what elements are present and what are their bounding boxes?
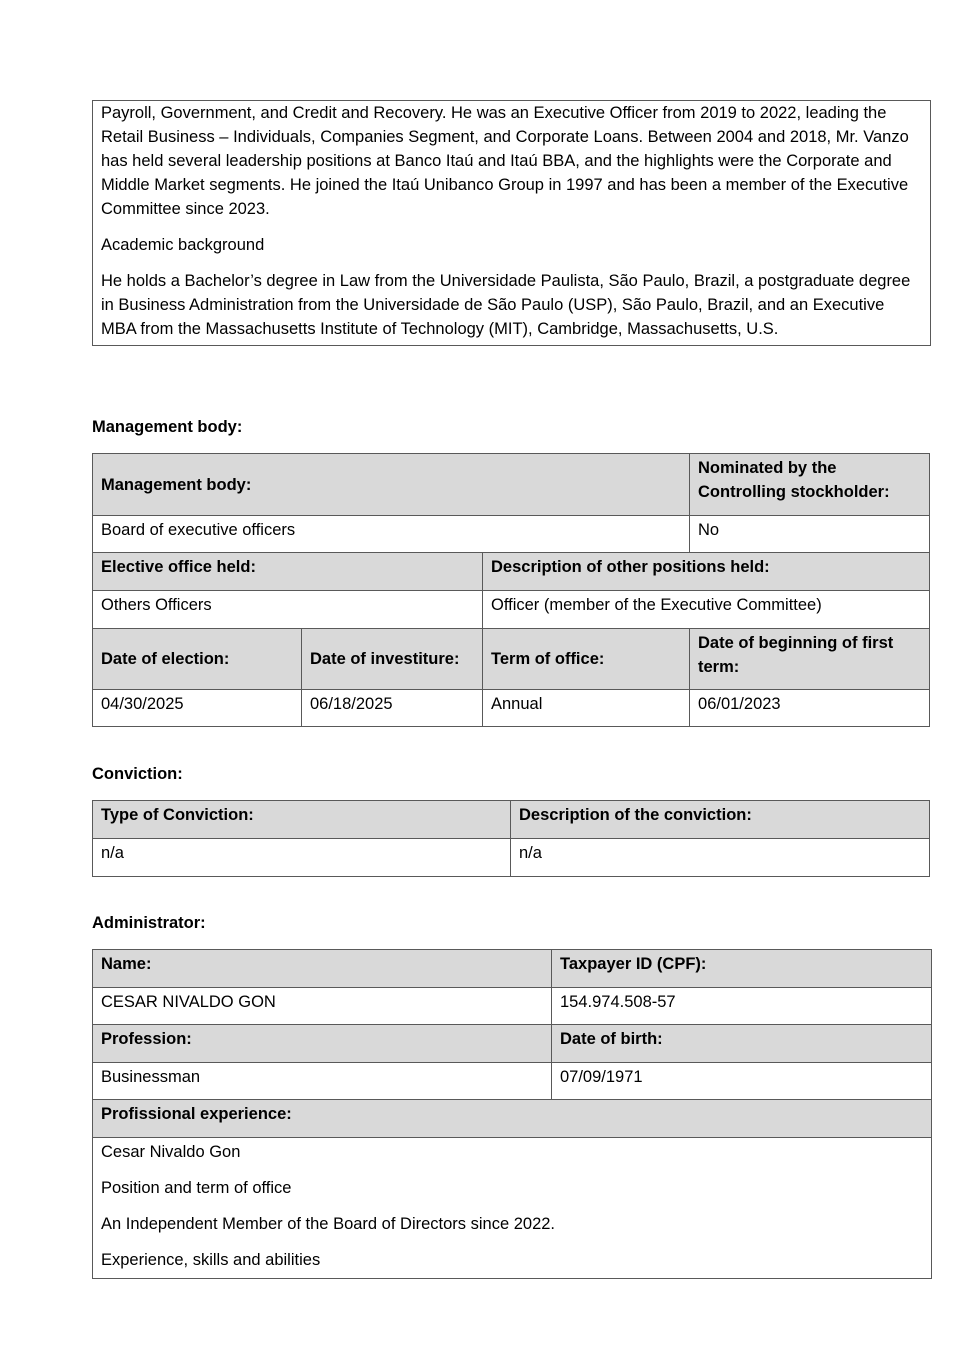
table-row	[93, 454, 930, 516]
name-value: CESAR NIVALDO GON	[93, 988, 552, 1025]
table-row	[93, 553, 930, 591]
administrator-heading: Administrator:	[92, 914, 206, 932]
name-label: Name:	[93, 950, 552, 988]
experience-line: Position and term of office	[101, 1179, 292, 1197]
professional-experience-content	[93, 1138, 932, 1279]
first-term-label: Date of beginning of first term:	[690, 629, 930, 690]
birth-date-value: 07/09/1971	[552, 1063, 932, 1100]
education-paragraph: He holds a Bachelor’s degree in Law from the Universidade Paulista, São Paulo, Brazil, a postgraduate degree in Business Administration from the Universidade de São Paulo (USP), São Paulo, Brazil, and an Executive MBA from the Massachusetts Institute of Technology (MIT), Cambridge, Massachusetts, U.S.	[101, 272, 911, 338]
table-row	[93, 629, 930, 690]
term-of-office-label: Term of office:	[483, 629, 690, 690]
administrator-table	[92, 949, 932, 1279]
experience-line: Experience, skills and abilities	[101, 1251, 321, 1269]
elective-office-label: Elective office held:	[93, 553, 483, 591]
other-positions-value: Officer (member of the Executive Committee)	[483, 591, 930, 629]
conviction-type-label: Type of Conviction:	[93, 801, 511, 839]
term-of-office-value: Annual	[483, 690, 690, 727]
conviction-type-value: n/a	[93, 839, 511, 877]
nominated-value: No	[690, 516, 930, 553]
management-body-heading: Management body:	[92, 418, 243, 436]
table-row	[93, 1138, 932, 1279]
table-row	[93, 591, 930, 629]
election-date-value: 04/30/2025	[93, 690, 302, 727]
experience-line: An Independent Member of the Board of Directors since 2022.	[101, 1215, 556, 1233]
taxpayer-id-label: Taxpayer ID (CPF):	[552, 950, 932, 988]
table-row	[93, 988, 932, 1025]
bio-paragraph: Payroll, Government, and Credit and Recovery. He was an Executive Officer from 2019 to 2022, leading the Retail Business – Individuals, Companies Segment, and Corporate Loans. Between 2004 and 2018, Mr. Vanzo has held several leadership positions at Banco Itaú and Itaú BBA, and the highlights were the Corporate and Middle Market segments. He joined the Itaú Unibanco Group in 1997 and has been a member of the Executive Committee since 2023.	[101, 104, 909, 218]
management-body-table	[92, 453, 930, 727]
table-row	[93, 1100, 932, 1138]
birth-date-label: Date of birth:	[552, 1025, 932, 1063]
profession-value: Businessman	[93, 1063, 552, 1100]
taxpayer-id-value: 154.974.508-57	[552, 988, 932, 1025]
table-row	[93, 516, 930, 553]
conviction-heading: Conviction:	[92, 765, 183, 783]
table-row	[93, 801, 930, 839]
professional-experience-label: Profissional experience:	[93, 1100, 932, 1138]
table-row	[93, 950, 932, 988]
conviction-description-value: n/a	[511, 839, 930, 877]
experience-line: Cesar Nivaldo Gon	[101, 1143, 241, 1161]
elective-office-value: Others Officers	[93, 591, 483, 629]
table-row	[93, 839, 930, 877]
academic-background-heading: Academic background	[101, 236, 265, 254]
management-body-value: Board of executive officers	[93, 516, 690, 553]
other-positions-label: Description of other positions held:	[483, 553, 930, 591]
investiture-date-label: Date of investiture:	[302, 629, 483, 690]
first-term-value: 06/01/2023	[690, 690, 930, 727]
conviction-table	[92, 800, 930, 877]
table-row	[93, 1025, 932, 1063]
conviction-description-label: Description of the conviction:	[511, 801, 930, 839]
bio-box	[92, 100, 931, 346]
nominated-label: Nominated by the Controlling stockholder:	[690, 454, 930, 516]
management-body-label: Management body:	[93, 454, 690, 516]
table-row	[93, 690, 930, 727]
election-date-label: Date of election:	[93, 629, 302, 690]
investiture-date-value: 06/18/2025	[302, 690, 483, 727]
table-row	[93, 1063, 932, 1100]
profession-label: Profession:	[93, 1025, 552, 1063]
